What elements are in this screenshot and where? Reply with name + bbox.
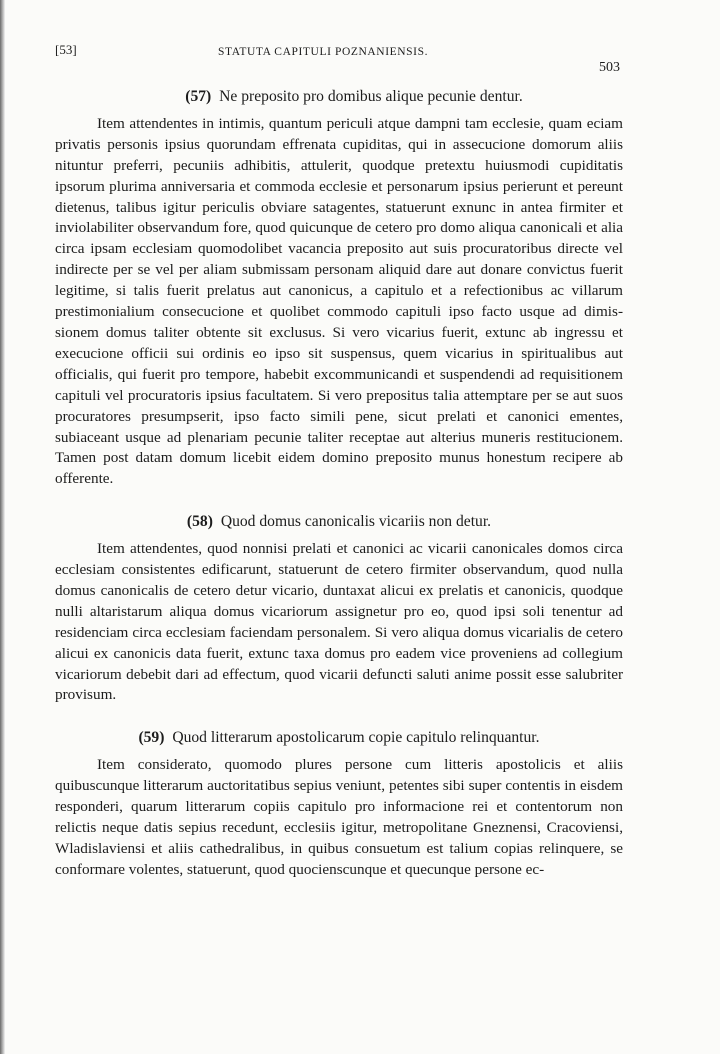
section-number: (58) — [186, 513, 213, 531]
section-title: Quod litterarum apostolicarum copie capitulo relinquantur. — [172, 729, 540, 747]
section-paragraph-59: Item considerato, quomodo plures persone cum litteris apostolicis et aliis quibuscunque litterarum auctoritatibus sepius veniunt, petentes sibi super contentis in eisdem responderi, quarum litterarum copiis capitulo pro informacione rei et contentorum non relictis neque datis sepius recedunt, ecclesiis igitur, metropolitane Gneznensi, Cracoviensi, Wladislaviensi et aliis cathedralibus, in quibus consuetum est talium copias relinquere, se conformare volentes, statuerunt, quod quocienscunque et quecunque persone ec- — [55, 756, 623, 878]
section-gap — [55, 718, 623, 728]
book-binding-edge — [0, 0, 5, 1054]
section-title: Quod domus canonicalis vicariis non detur. — [220, 513, 492, 531]
section-number: (59) — [138, 729, 165, 747]
section-gap — [55, 502, 623, 512]
section-heading-57 — [85, 87, 623, 108]
statute-text-block — [55, 87, 623, 881]
section-heading-58 — [55, 512, 623, 533]
running-title: STATUTA CAPITULI POZNANIENSIS. — [218, 46, 429, 58]
section-number: (57) — [185, 88, 212, 105]
page-header — [55, 40, 635, 80]
page-number: 503 — [599, 60, 620, 75]
section-title: Ne preposito pro domibus alique pecunie dentur. — [219, 88, 523, 105]
section-heading-59 — [55, 728, 623, 749]
running-number: [53] — [55, 42, 77, 57]
section-paragraph-58: Item attendentes, quod nonnisi prelati et canonici ac vicarii canonicales domos circa ecclesiam consistentes edificarunt, statuerunt de cetero firmiter observandum, quod nulla domus canonicalis de cetero detur vicario, duntaxat alicui ex prelatis et canonicis, quodque nulli altaristarum aliqua domus vicariorum assignetur pro eo, quod ipsi soli tenentur ad residenciam circa ecclesiam faciendam personalem. Si vero aliqua domus vicarialis de cetero alicui ex canonicis data fuerit, extunc taxa domus pro eadem vice proveniens ad collegium vicariorum debebit dari ad effectum, quod vicarii defuncti saluti anime possit esse salubriter provisum. — [55, 540, 623, 704]
section-paragraph-57: Item attendentes in intimis, quantum periculi atque dampni tam ecclesie, quam eciam privatis personis ipsius quorundam effrenata cupiditas, qui in assecucione domorum aliis nituntur preferri, pecuniis adhibitis, attulerit, quodque pretextu huiusmodi cupiditatis ipsorum plurima anniversaria et commoda ecclesie et personarum ipsius perierunt et pereunt dietenus, talibus igitur periculis obviare satagentes, statuerunt exnunc in antea firmiter et inviolabiliter observandum fore, quod quicunque de cetero pro domo aliqua canonicali et alia circa ipsam ecclesiam quomodolibet vacancia preposito aut suis procuratoribus directe vel indirecte per se vel per aliam submissam personam aliquid dare aut donare convictus fuerit legitime, si talis fuerit prelatus aut canonicus, a capitulo et a refectionibus ac villarum prestimonialium consecucione et quolibet commodo capituli ipso facto usque ad dimissionem domus taliter obtente sit exclusus. Si vero vicarius fuerit, extunc ab ingressu et execucione officii sui ordinis eo ipso sit suspensus, quem vicarius in spiritualibus aut officialis, qui fuerit pro tempore, habebit excommunicandi et suspendendi ad requisitionem capituli vel procuratoris ipsius facultatem. Si vero prepositus talia attemptare per se aut suos procuratores presumpserit, ipso facto simili pene, sicut prelati et canonici ementes, subiaceant usque ad plenariam pecunie taliter receptae aut alterius muneris restitucionem. Tamen post datam domum licebit eidem domino preposito munus honestum recipere ab offerente. — [55, 114, 623, 488]
